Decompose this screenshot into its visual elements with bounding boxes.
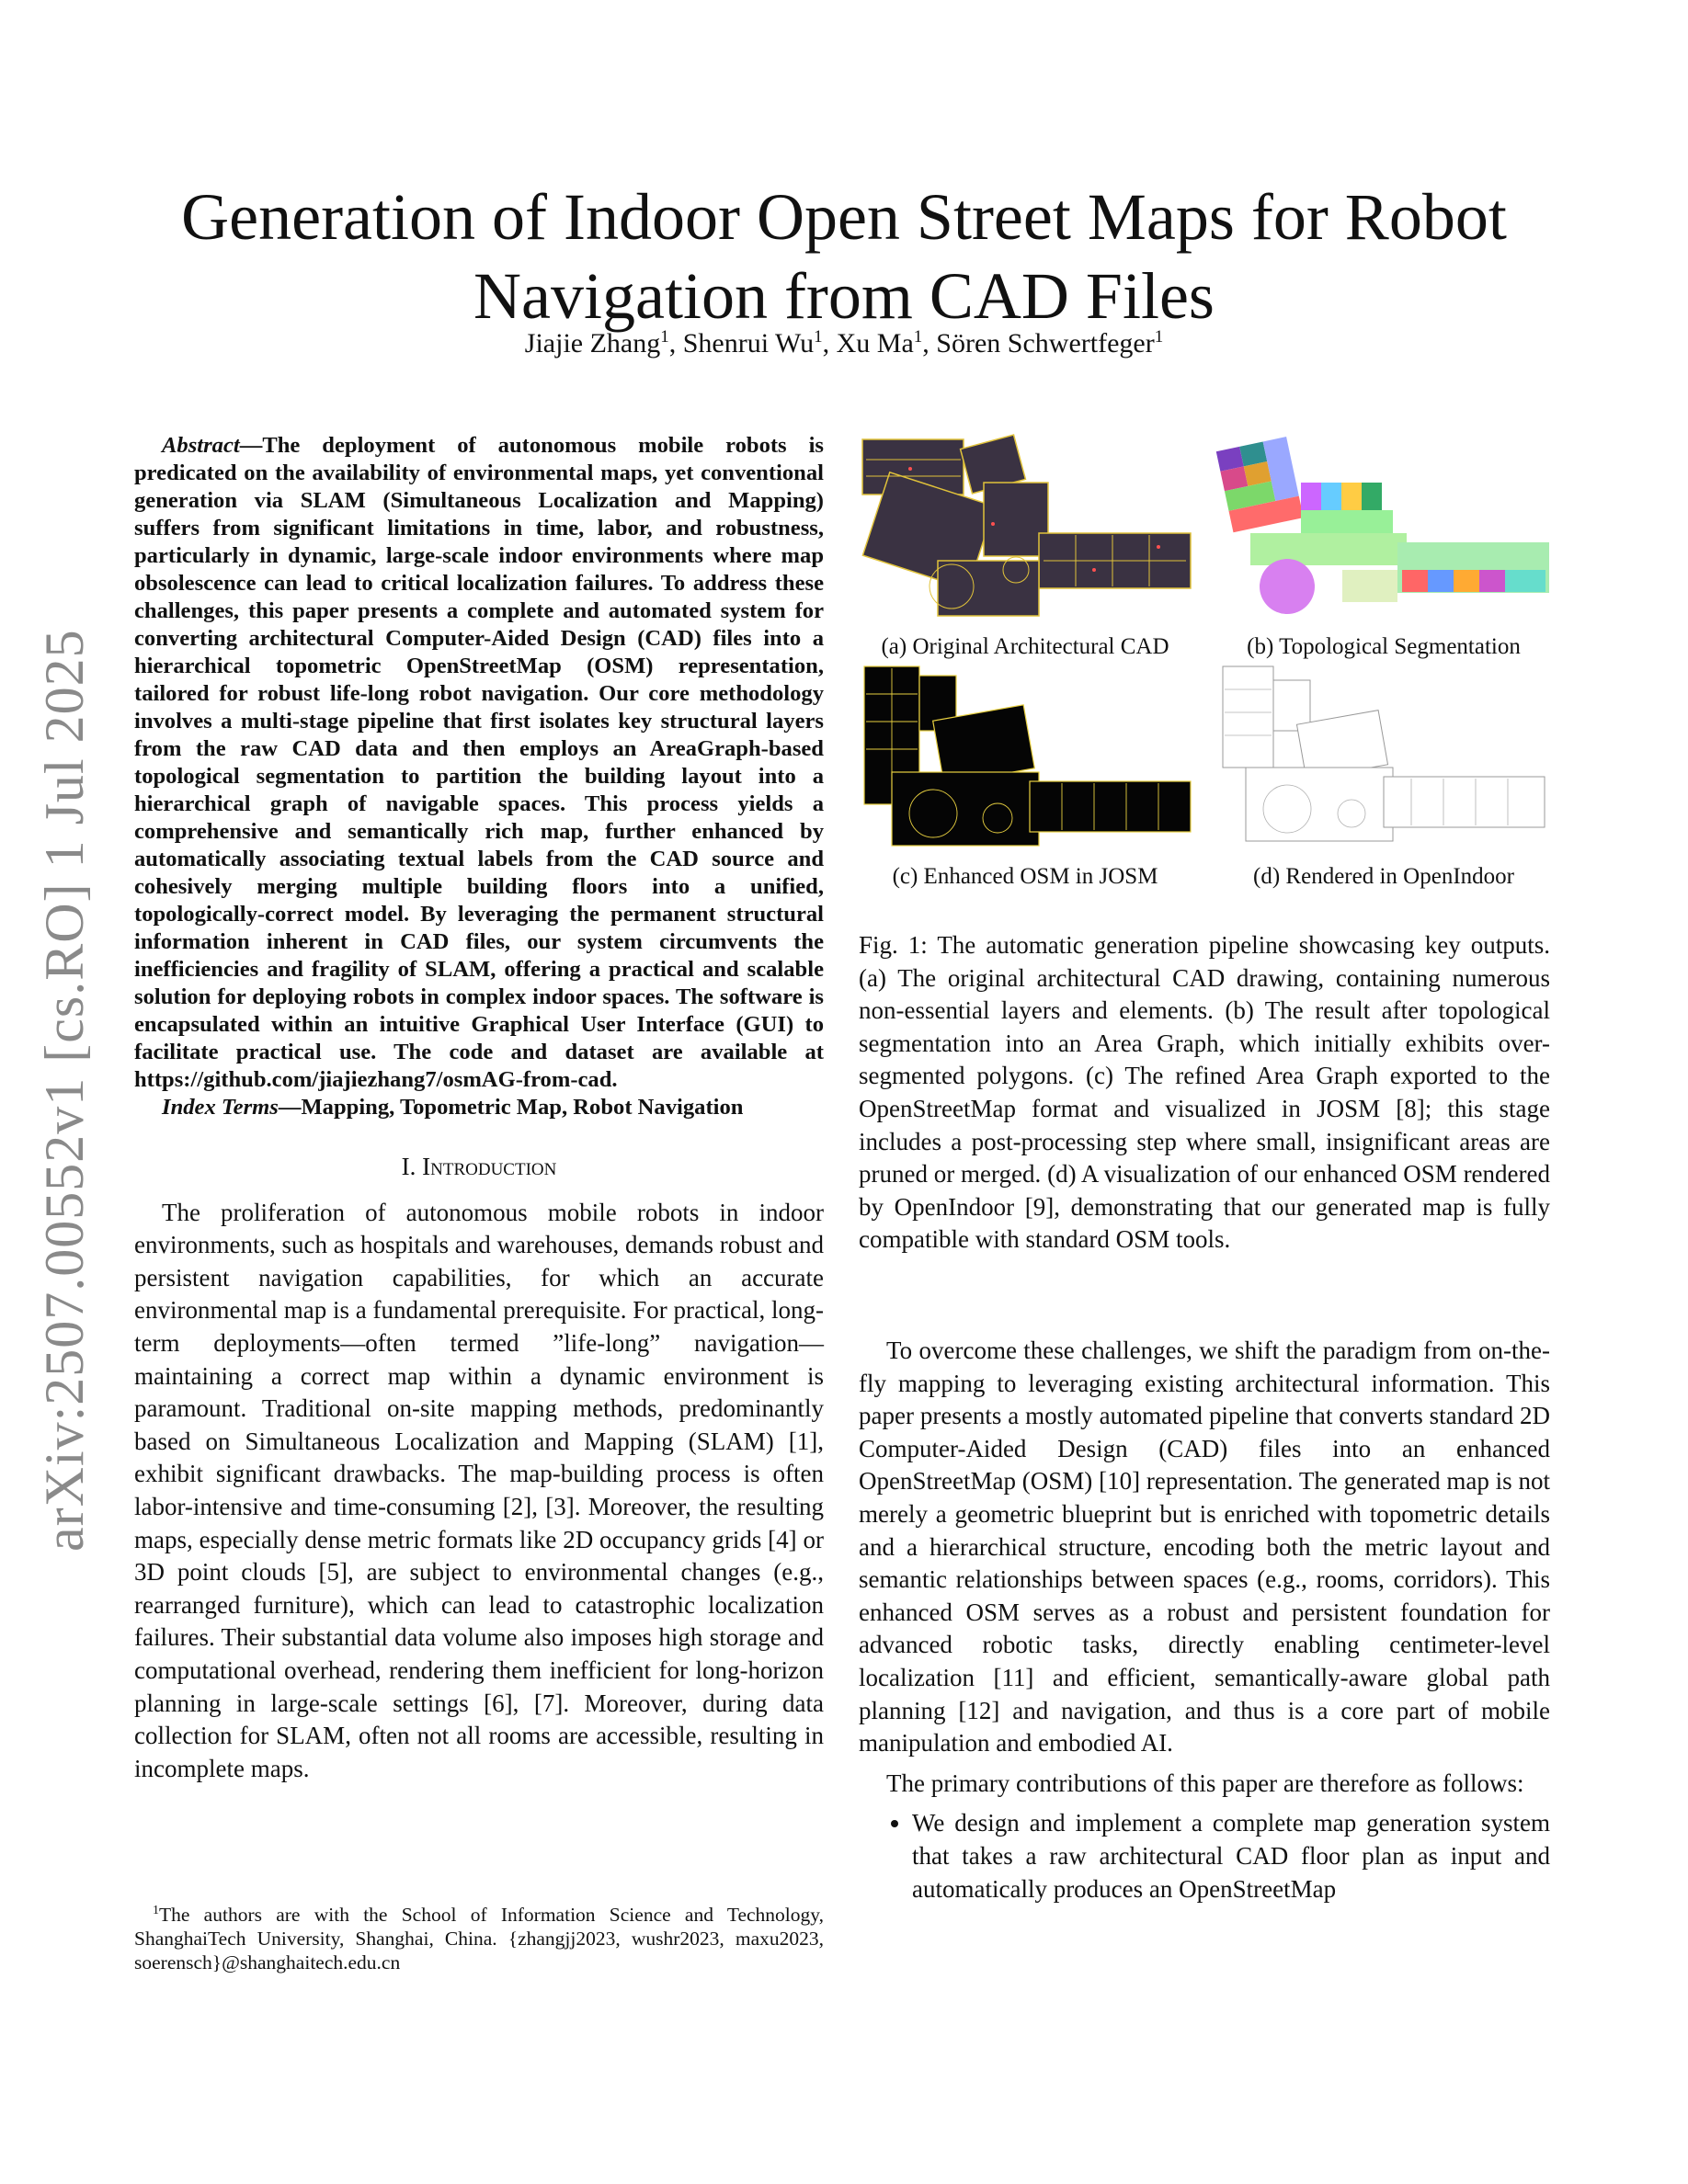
list-item: • We design and implement a complete map generation system that takes a raw architectural CAD floor plan as input and automatically produces an OpenStreetMap — [912, 1807, 1550, 1905]
right-column — [859, 1335, 1550, 1905]
author-name: Shenrui Wu — [682, 328, 815, 358]
author-affiliation-mark: 1 — [1154, 327, 1164, 347]
contribution-list — [859, 1807, 1550, 1905]
index-terms-lead: Index Terms — [162, 1095, 279, 1120]
footnote-text: The authors are with the School of Information Science and Technology, ShanghaiTech University, Shanghai, China. {zhangjj2023, wushr2023, maxu2023, soerensch}@shanghaitech.edu.cn — [134, 1904, 824, 1974]
figure-panel-caption: (b) Topological Segmentation — [1247, 634, 1521, 659]
right-paragraph: To overcome these challenges, we shift the paradigm from on-the-fly mapping to leveraging existing architectural information. This paper presents a mostly automated pipeline that converts standard 2D Computer-Aided Design (CAD) files into an enhanced OpenStreetMap (OSM) [10] representation. The generated map is not merely a geometric blueprint but is enriched with topometric details and a hierarchical structure, encoding both the metric layout and semantic relationships between spaces (e.g., rooms, corridors). This enhanced OSM serves as a robust and persistent foundation for advanced robotic tasks, directly enabling centimeter-level localization [11] and efficient, semantically-aware global path planning [12] and navigation, and thus is a core part of mobile manipulation and embodied AI. — [859, 1337, 1550, 1757]
author-affiliation-mark: 1 — [814, 327, 823, 347]
abstract — [134, 432, 824, 1094]
author-name: Jiajie Zhang — [524, 328, 661, 358]
affiliation-footnote — [134, 1899, 824, 1974]
figure-panel-a — [855, 432, 1195, 660]
abstract-text: —The deployment of autonomous mobile robots is predicated on the availability of environmental maps, yet conventional generation via SLAM (Simultaneous Localization and Mapping) suffers from significant limitations in time, labor, and robustness, particularly in dynamic, large-scale indoor environments where map obsolescence can lead to critical localization failures. To address these challenges, this paper presents a complete and automated system for converting architectural Computer-Aided Design (CAD) files into a hierarchical topometric OpenStreetMap (OSM) representation, tailored for robust life-long robot navigation. Our core methodology involves a multi-stage pipeline that first isolates key structural layers from the raw CAD data and then employs an AreaGraph-based topological segmentation to partition the building layout into a hierarchical graph of navigable spaces. This process yields a comprehensive and semantically rich map, further enhanced by automatically associating textual labels from the CAD source and cohesively merging multiple building floors into a unified, topologically-correct model. By leveraging the permanent structural information inherent in CAD files, our system circumvents the inefficiencies and fragility of SLAM, offering a practical and scalable solution for deploying robots in complex indoor spaces. The software is encapsulated within an intuitive Graphical User Interface (GUI) to facilitate practical use. The code and dataset are available at https://github.com/jiajiezhang7/osmAG-from-cad. — [134, 433, 824, 1092]
segmentation-map-icon — [1214, 432, 1554, 625]
figure-panel-caption: (d) Rendered in OpenIndoor — [1253, 864, 1514, 889]
abstract-lead: Abstract — [162, 433, 240, 458]
footnote-mark: 1 — [153, 1904, 159, 1917]
author-affiliation-mark: 1 — [660, 327, 669, 347]
figure-caption: Fig. 1: The automatic generation pipeline showcasing key outputs. (a) The original architectural CAD drawing, containing numerous non-essential layers and elements. (b) The result after topological segmentation into an Area Graph, which initially exhibits over-segmented polygons. (c) The refined Area Graph exported to the OpenStreetMap format and visualized in JOSM [8]; this stage includes a post-processing step where small, insignificant areas are pruned or merged. (d) A visualization of our enhanced OSM rendered by OpenIndoor [9], demonstrating that our generated map is fully compatible with standard OSM tools. — [859, 931, 1550, 1254]
intro-paragraph: The proliferation of autonomous mobile robots in indoor environments, such as hospitals and warehouses, demands robust and persistent navigation capabilities, for which an accurate environmental map is a fundamental prerequisite. For practical, long-term deployments—often termed ”life-long” navigation—maintaining a correct map within a dynamic environment is paramount. Traditional on-site mapping methods, predominantly based on Simultaneous Localization and Mapping (SLAM) [1], exhibit significant drawbacks. The map-building process is often labor-intensive and time-consuming [2], [3]. Moreover, the resulting maps, especially dense metric formats like 2D occupancy grids [4] or 3D point clouds [5], are subject to environmental changes (e.g., rearranged furniture), which can lead to catastrophic localization failures. Their substantial data volume also imposes high storage and computational overhead, rendering them inefficient for long-horizon planning in large-scale settings [6], [7]. Moreover, during data collection for SLAM, often not all rooms are accessible, resulting in incomplete maps. — [134, 1198, 824, 1782]
index-terms — [134, 1094, 824, 1121]
figure-panel-b — [1214, 432, 1554, 660]
right-paragraph: The primary contributions of this paper are therefore as follows: — [886, 1769, 1524, 1797]
author-name: Sören Schwertfeger — [936, 328, 1155, 358]
section-heading-introduction: I. Introduction — [401, 1153, 557, 1180]
left-column — [134, 432, 824, 1785]
openindoor-render-icon — [1214, 662, 1554, 855]
author-affiliation-mark: 1 — [913, 327, 923, 347]
author-name: Xu Ma — [836, 328, 914, 358]
author-list: Jiajie Zhang$^1$, Shenrui Wu$^1$, Xu Ma$^1$, Sören Schwertfeger$^1$ — [524, 327, 1164, 358]
index-terms-text: —Mapping, Topometric Map, Robot Navigation — [278, 1095, 744, 1120]
figure-panel-caption: (c) Enhanced OSM in JOSM — [892, 864, 1158, 889]
figure-panel-caption: (a) Original Architectural CAD — [881, 634, 1169, 659]
cad-drawing-icon — [855, 432, 1195, 625]
paper-title: Generation of Indoor Open Street Maps for Robot Navigation from CAD Files — [181, 180, 1507, 334]
figure-panel-d — [1214, 662, 1554, 890]
arxiv-stamp: arXiv:2507.00552v1 [cs.RO] 1 Jul 2025 — [34, 629, 95, 1552]
osm-map-icon — [855, 662, 1195, 855]
figure-panel-c — [855, 662, 1195, 890]
figure-1 — [855, 432, 1554, 901]
